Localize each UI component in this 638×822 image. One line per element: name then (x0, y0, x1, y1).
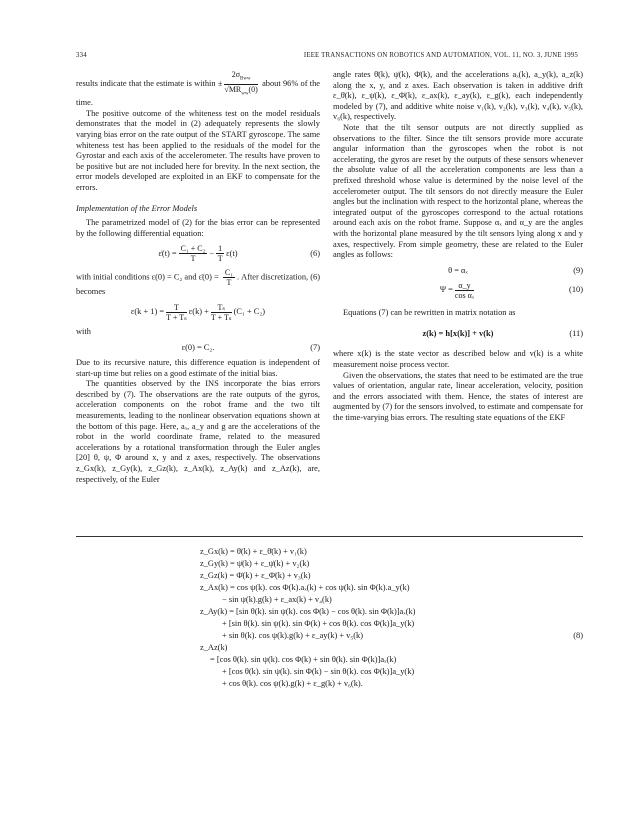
equation-line: z_Gz(k) = Φ̇(k) + ε_Φ̇(k) + v₃(k) (200, 571, 311, 580)
left-column (76, 70, 320, 485)
equation-line: z_Gx(k) = θ̇(k) + ε_θ̇(k) + v₁(k) (200, 547, 307, 556)
section-title: Implementation of the Error Models (76, 203, 198, 213)
equation-number: (6) (310, 248, 320, 258)
equation-line: + cos θ(k). cos ψ(k).g(k) + ε_g(k) + v₆(k). (222, 679, 363, 688)
equation-10: Ψ = $\frac{\alpha\_y}{\text{cos αₓ}}$ (10) (439, 281, 583, 301)
paragraph-tilt-sensors: Note that the tilt sensor outputs are not directly supplied as observations to the filter. Since the tilt sensors provide more accurate angular information than the gyroscopes when the robot is not accelerating, the gyros are reset by the outputs of these sensors whenever the absolute value of all the acceleration components are less than a prefixed threshold whose value is determined by the noise level of the accelerometer output. The tilt sensors do not directly measure the Euler angles but the inclination with respect to the horizontal plane, whereas the integrated output of the gyroscopes correspond to the actual rotations around each axis on the robot frame. Suppose αₓ and α_y are the angles with the horizontal plane measured by the tilt sensors lying along x and y axes, respectively. From simple geometry, these are related to the Euler angles as follows: (333, 122, 583, 260)
confidence-fraction: $\frac{2\sigma_{Bww}}{√MR_{ww}(0)}$ (224, 70, 258, 97)
paragraph-states-estimated: Given the observations, the states that need to be estimated are the true values of orientation, angular rate, linear acceleration, velocity, position and the errors associated with them. Hence, the states of interest are augmented by (7) for the sensors involved, to estimate and compensate for the time-varying bias errors. The resulting state equations of the EKF (333, 370, 583, 423)
paragraph-parametrized-model: The parametrized model of (2) for the bias error can be represented by the following differential equation: (76, 218, 320, 238)
equation-number: (8) (573, 631, 583, 640)
equation-line: − sin ψ(k).g(k) + ε_ax(k) + v₄(k) (222, 595, 332, 604)
equation-line: z_Gy(k) = ψ̇(k) + ε_ψ̇(k) + v₂(k) (200, 559, 310, 568)
equation-11: z(k) = h[x(k)] + v(k) (11) (422, 328, 583, 338)
equation-9: θ = αₓ (9) (448, 265, 583, 275)
right-column (333, 70, 583, 424)
equation-number: (7) (310, 342, 320, 352)
page-number: 334 (76, 52, 87, 59)
equation-8 (200, 546, 583, 690)
equation-number: (10) (569, 285, 583, 295)
paragraph-matrix-notation: Equations (7) can be rewritten in matrix notation as (343, 308, 516, 318)
journal-title: IEEE TRANSACTIONS ON ROBOTICS AND AUTOMATION, VOL. 11, NO. 3, JUNE 1995 (303, 52, 578, 59)
paragraph-observations: The quantities observed by the INS incorporate the bias errors described by (7). The observations are the rate outputs of the gyros, acceleration components on the robot frame and the two tilt measurements, leading to the nonlinear observation equations shown at the bottom of this page. Here, aₓ, a_y and g are the accelerations of the robot in the world coordinate frame, related to the measured accelerations by a rotational transformation through the Euler angles [20] θ, ψ, Φ around x, y and z axes, respectively. The observations z_Gx(k), z_Gy(k), z_Gz(k), z_Ax(k), z_Ay(k) and z_Az(k), are, respectively, of the Euler (76, 379, 320, 484)
paragraph-state-vector: where x(k) is the state vector as described below and v(k) is a white measurement noise process vector. (333, 349, 583, 370)
equation-number: (11) (569, 328, 583, 338)
paragraph-initial-conditions: with initial conditions ε(0) = C₂ and ε̇(0) = $\frac{\text{C₁}}{T}$ . After discretization, (6) becomes (76, 268, 320, 297)
paragraph-whiteness-result: results indicate that the estimate is within ± $\frac{2\sigma_{Bww}}{√MR_{ww}(0)}$ about 96% of the time. (76, 70, 320, 108)
equation-line: z_Ay(k) = [sin θ(k). sin ψ(k). cos Φ(k) − cos θ(k). sin Φ(k)]aₓ(k) (200, 607, 416, 616)
with-label: with (76, 326, 91, 336)
equation-6: ε̇(t) = $\frac{\text{C₁ + C₂}}{T}$ − $\frac{1}{T}$ ε(t) (6) (158, 244, 320, 264)
equation-7: ε(0) = C₂. (7) (181, 342, 320, 352)
equation-line: + sin θ(k). cos ψ(k).g(k) + ε_ay(k) + v₅(k) (222, 631, 364, 640)
equation-line: z_Az(k) (200, 643, 228, 652)
section-divider (76, 536, 583, 537)
equation-line: z_Ax(k) = cos ψ(k). cos Φ(k).aₓ(k) + cos ψ(k). sin Φ(k).a_y(k) (200, 583, 410, 592)
paragraph-recursive: Due to its recursive nature, this difference equation is independent of start-up time but relies on a good estimate of the initial bias. (76, 358, 320, 378)
equation-line: + [sin θ(k). sin ψ(k). sin Φ(k) + cos θ(k). cos Φ(k)]a_y(k) (222, 619, 415, 628)
equation-line: = [cos θ(k). sin ψ(k). cos Φ(k) + sin θ(k). sin Φ(k)]aₓ(k) (210, 655, 397, 664)
equation-number: (9) (573, 265, 583, 275)
equation-discrete: ε(k + 1) = $\frac{T}{\text{T + Tₛ}}$ ε(k) + $\frac{\text{Tₛ}}{\text{T + Tₛ}}$ (C₁ + C₂) (130, 302, 266, 322)
equation-line: + [cos θ(k). sin ψ(k). sin Φ(k) − sin θ(k). cos Φ(k)]a_y(k) (222, 667, 415, 676)
paragraph-whiteness-outcome: The positive outcome of the whiteness test on the model residuals demonstrates that the model in (2) adequately represents the slowly varying bias error on the rate output of the START gyroscope. The same whiteness test has been applied to the residuals of the model for the Gyrostar and each axis of the accelerometer. The results have proven to be positive but are not included here for brevity. In the next section, the error models developed are exploited in an EKF to compensate for the errors. (76, 108, 320, 192)
paragraph-euler-rates: angle rates θ̇(k), ψ̇(k), Φ̇(k), and the accelerations aₓ(k), a_y(k), a_z(k) along the x, y, and z axes. Each observation is taken in additive drift ε_θ̇(k), ε_ψ̇(k), ε_Φ̇(k), ε_ax(k), ε_ay(k), ε_g(k), each independently modeled by (7), and additive white noise v₁(k), v₂(k), v₃(k), v₄(k), v₅(k), v₆(k), respectively. (333, 70, 583, 122)
